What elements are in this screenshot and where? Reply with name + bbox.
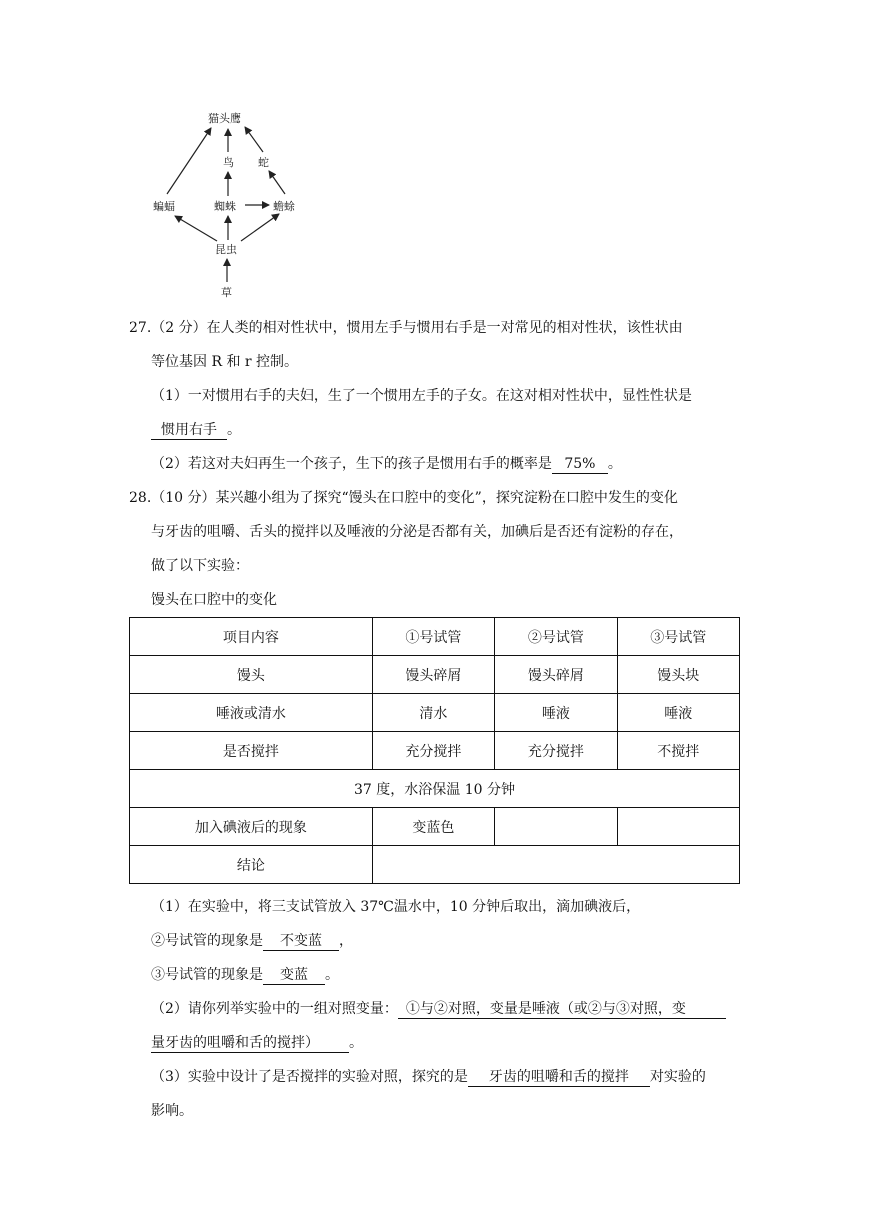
table-cell: 不搅拌 <box>617 732 739 770</box>
table-cell: 变蓝色 <box>372 808 494 846</box>
q28-part1: （1）在实验中，将三支试管放入 37℃温水中，10 分钟后取出，滴加碘液后， <box>151 899 641 915</box>
q27-part1 <box>151 386 692 406</box>
node-insect: 昆虫 <box>215 243 237 256</box>
table-cell <box>617 808 739 846</box>
q28-part1-tube2 <box>151 931 353 951</box>
node-grass: 草 <box>221 286 232 299</box>
q27-part2-end: 。 <box>607 456 622 472</box>
q28-stem-line3: 做了以下实验： <box>151 558 249 574</box>
table-row-merged <box>130 770 740 808</box>
node-toad: 蟾蜍 <box>273 200 295 213</box>
q27-part1-answer: 惯用右手 <box>151 421 227 440</box>
q28-tube3-end: 。 <box>325 967 339 983</box>
table-row <box>130 732 740 770</box>
experiment-table <box>129 617 740 884</box>
table-cell-merged: 37 度，水浴保温 10 分钟 <box>130 770 740 808</box>
q27-stem-line1: 27.（2 分）在人类的相对性状中，惯用左手与惯用右手是一对常见的相对性状，该性状由 <box>129 320 683 336</box>
node-spider: 蜘蛛 <box>214 200 236 213</box>
table-cell: 馒头碎屑 <box>495 656 617 694</box>
table-cell: 加入碘液后的现象 <box>130 808 373 846</box>
table-row <box>130 656 740 694</box>
q28-stem-line2: 与牙齿的咀嚼、舌头的搅拌以及唾液的分泌是否都有关，加碘后是否还有淀粉的存在， <box>151 524 683 540</box>
table-cell-conclusion-empty <box>372 846 739 884</box>
q28-tube2-end: ， <box>339 933 353 949</box>
table-cell: 馒头块 <box>617 656 739 694</box>
q28-tube2-answer: 不变蓝 <box>263 932 339 951</box>
arrow-insect-bat <box>175 216 217 241</box>
table-cell: ①号试管 <box>372 618 494 656</box>
q28-part3-end: 对实验的 <box>649 1069 706 1085</box>
table-cell <box>495 808 617 846</box>
q28-part2-line2 <box>151 1033 363 1053</box>
table-cell: 馒头 <box>130 656 373 694</box>
table-cell: ③号试管 <box>617 618 739 656</box>
arrow-bat-owl <box>167 128 211 194</box>
table-cell: 唾液或清水 <box>130 694 373 732</box>
table-cell: 清水 <box>372 694 494 732</box>
table-cell: 唾液 <box>617 694 739 732</box>
q27-part2 <box>151 454 622 474</box>
q28-table-caption: 馒头在口腔中的变化 <box>151 592 277 608</box>
table-row <box>130 694 740 732</box>
q28-part1-tube3 <box>151 965 339 985</box>
q28-part3-answer: 牙齿的咀嚼和舌的搅拌 <box>468 1068 650 1087</box>
table-header-row <box>130 618 740 656</box>
table-cell: 馒头碎屑 <box>372 656 494 694</box>
q28-tube3-answer: 变蓝 <box>263 966 325 985</box>
arrow-snake-owl <box>245 127 263 152</box>
q27-part2-answer: 75% <box>552 455 608 474</box>
table-cell: ②号试管 <box>495 618 617 656</box>
q27-part1-text: （1）一对惯用右手的夫妇，生了一个惯用左手的子女。在这对相对性状中，显性性状是 <box>151 388 692 404</box>
q28-part2-text: （2）请你列举实验中的一组对照变量： <box>151 1001 398 1017</box>
node-owl: 猫头鹰 <box>208 112 241 125</box>
q27-stem-line2: 等位基因 R 和 r 控制。 <box>151 354 299 370</box>
node-snake: 蛇 <box>258 156 269 169</box>
node-bird: 鸟 <box>223 156 234 169</box>
q28-part2-answer-2: 量牙齿的咀嚼和舌的搅拌） <box>151 1034 349 1053</box>
food-web-diagram <box>145 104 315 304</box>
q27-part1-end: 。 <box>227 422 241 438</box>
table-row-phenomenon <box>130 808 740 846</box>
table-cell: 充分搅拌 <box>372 732 494 770</box>
table-cell: 项目内容 <box>130 618 373 656</box>
q28-part2 <box>151 999 726 1019</box>
q28-tube2-text: ②号试管的现象是 <box>151 933 263 949</box>
node-bat: 蝙蝠 <box>153 200 175 213</box>
q28-part2-answer-1: ①与②对照，变量是唾液（或②与③对照，变 <box>398 1000 726 1019</box>
q28-part3 <box>151 1067 706 1087</box>
arrow-insect-toad <box>241 214 279 241</box>
q28-part3-line2: 影响。 <box>151 1103 193 1119</box>
q28-part2-end: 。 <box>349 1035 363 1051</box>
q27-part1-answer-line <box>151 420 241 440</box>
q28-part3-text: （3）实验中设计了是否搅拌的实验对照，探究的是 <box>151 1069 468 1085</box>
table-row-conclusion <box>130 846 740 884</box>
table-cell: 唾液 <box>495 694 617 732</box>
q28-stem-line1: 28.（10 分）某兴趣小组为了探究“馒头在口腔中的变化”，探究淀粉在口腔中发生的变化 <box>129 490 678 506</box>
table-cell: 充分搅拌 <box>495 732 617 770</box>
arrow-toad-snake <box>269 171 285 194</box>
q28-tube3-text: ③号试管的现象是 <box>151 967 263 983</box>
table-cell: 是否搅拌 <box>130 732 373 770</box>
q27-part2-text: （2）若这对夫妇再生一个孩子，生下的孩子是惯用右手的概率是 <box>151 456 552 472</box>
table-cell: 结论 <box>130 846 373 884</box>
